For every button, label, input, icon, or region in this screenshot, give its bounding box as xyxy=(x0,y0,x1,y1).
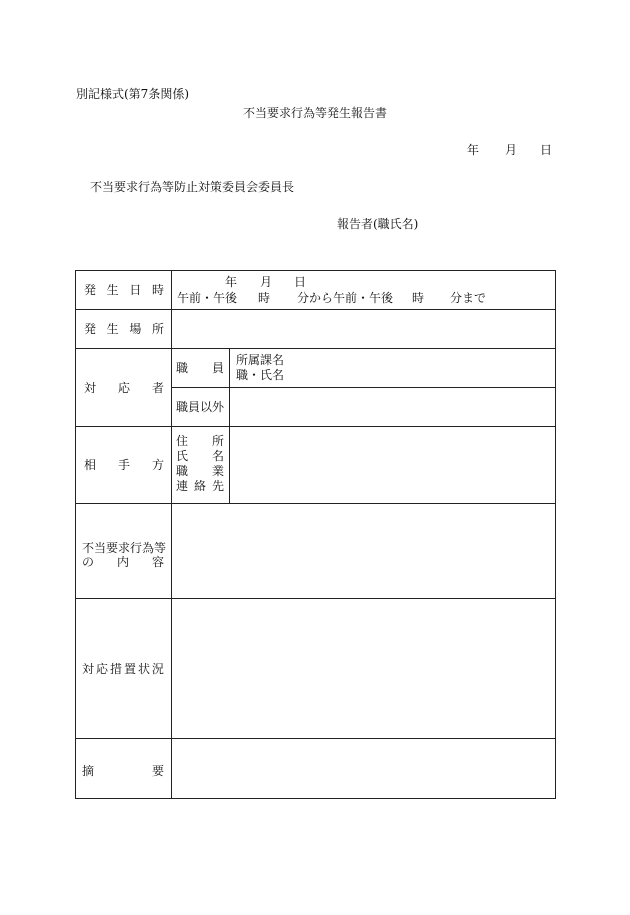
page-title: 不当要求行為等発生報告書 xyxy=(243,106,388,120)
row-divider xyxy=(75,738,556,739)
staff-label: 職 員 xyxy=(176,361,224,375)
hour-from-label: 時 xyxy=(258,291,271,305)
table-border-right xyxy=(555,270,556,799)
occurrence-month-label: 月 xyxy=(260,275,273,289)
ampm-from-label: 午前・午後 xyxy=(177,291,238,305)
table-border-left xyxy=(75,270,76,799)
content-label-line2: の 内 容 xyxy=(82,555,164,569)
row-divider xyxy=(75,348,556,349)
row-divider xyxy=(75,503,556,504)
occurrence-datetime-label: 発 生 日 時 xyxy=(84,283,164,297)
occurrence-year-label: 年 xyxy=(225,275,238,289)
minute-to-label: 分まで xyxy=(450,291,487,305)
table-border-bottom xyxy=(75,798,556,799)
row-divider xyxy=(75,309,556,310)
date-year-label: 年 xyxy=(467,143,480,157)
sub-column-divider xyxy=(229,426,230,504)
summary-label: 摘 要 xyxy=(82,764,164,778)
counterpart-name-label: 氏 名 xyxy=(176,449,224,463)
counterpart-occupation-label: 職 業 xyxy=(176,464,224,478)
label-column-divider xyxy=(171,270,172,799)
sub-column-divider xyxy=(229,348,230,427)
date-day-label: 日 xyxy=(540,143,553,157)
staff-department-field-label: 所属課名 xyxy=(236,353,285,367)
occurrence-day-label: 日 xyxy=(294,275,307,289)
measures-label: 対 応 措 置 状 況 xyxy=(82,662,164,676)
addressee: 不当要求行為等防止対策委員会委員長 xyxy=(90,180,295,194)
staff-title-name-field-label: 職・氏名 xyxy=(236,368,285,382)
responder-label: 対 応 者 xyxy=(84,381,164,395)
hour-to-label: 時 xyxy=(412,291,425,305)
content-label-line1: 不当要求行為等 xyxy=(82,541,167,555)
row-divider xyxy=(75,598,556,599)
counterpart-address-label: 住 所 xyxy=(176,434,224,448)
table-border-top xyxy=(75,270,556,271)
date-month-label: 月 xyxy=(505,143,518,157)
counterpart-contact-label: 連 絡 先 xyxy=(176,479,224,493)
reporter-label: 報告者(職氏名) xyxy=(337,217,419,231)
row-divider xyxy=(75,426,556,427)
non-staff-label: 職員以外 xyxy=(176,400,225,414)
occurrence-place-label: 発 生 場 所 xyxy=(84,322,164,336)
counterpart-label: 相 手 方 xyxy=(84,458,164,472)
minute-from-label: 分から午前・午後 xyxy=(297,291,394,305)
form-label: 別記様式(第7条関係) xyxy=(76,87,189,101)
